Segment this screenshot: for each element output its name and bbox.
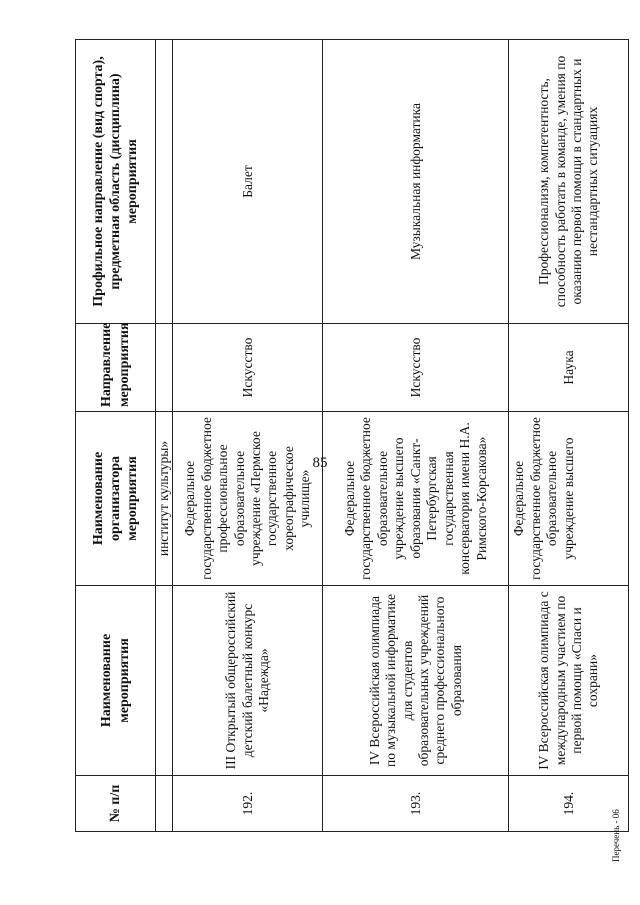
- row-name: IV Всероссийская олимпиада по музыкальной информатике для студентов образовательных учреждений среднего профессионального образования: [323, 586, 509, 776]
- header-name: Наименование мероприятия: [76, 586, 156, 776]
- row-num: 192.: [173, 776, 323, 832]
- row-organizer: Федеральное государственное бюджетное образовательное учреждение высшего: [509, 412, 629, 586]
- row-name: III Открытый общероссийский детский балетный конкурс «Надежда»: [173, 586, 323, 776]
- row-direction: Искусство: [323, 324, 509, 412]
- page-number: 85: [312, 455, 328, 471]
- header-organizer: Наименование организатора мероприятия: [76, 412, 156, 586]
- header-profile: Профильное направление (вид спорта), предметная область (дисциплина) мероприятия: [76, 40, 156, 324]
- row-profile: Профессионализм, компетентность, способность работать в команде, умения по оказанию первой помощи в стандартных и нестандартных ситуациях: [509, 40, 629, 324]
- table-header-row: [76, 40, 156, 832]
- document-table-rotated: [75, 40, 621, 832]
- footer-text: Перечень - 06: [611, 809, 621, 862]
- continuation-text: институт культуры»: [156, 412, 173, 586]
- row-organizer: Федеральное государственное бюджетное профессиональное образовательное учреждение «Пермское государственное хореографическое училище»: [173, 412, 323, 586]
- row-num: 193.: [323, 776, 509, 832]
- table-row: [323, 40, 509, 832]
- events-table: [75, 39, 629, 832]
- row-direction: Наука: [509, 324, 629, 412]
- table-row: [509, 40, 629, 832]
- row-profile: Музыкальная информатика: [323, 40, 509, 324]
- row-organizer: Федеральное государственное бюджетное образовательное учреждение высшего образования «Санкт-Петербургская государственная консерватория имени Н.А. Римского-Корсакова»: [323, 412, 509, 586]
- row-profile: Балет: [173, 40, 323, 324]
- row-direction: Искусство: [173, 324, 323, 412]
- header-direction: Направление мероприятия: [76, 324, 156, 412]
- row-num: 194.: [509, 776, 629, 832]
- header-num: № п/п: [76, 776, 156, 832]
- table-row: [173, 40, 323, 832]
- continuation-row: [156, 40, 173, 832]
- row-name: IV Всероссийская олимпиада с международным участием по первой помощи «Спаси и сохрани»: [509, 586, 629, 776]
